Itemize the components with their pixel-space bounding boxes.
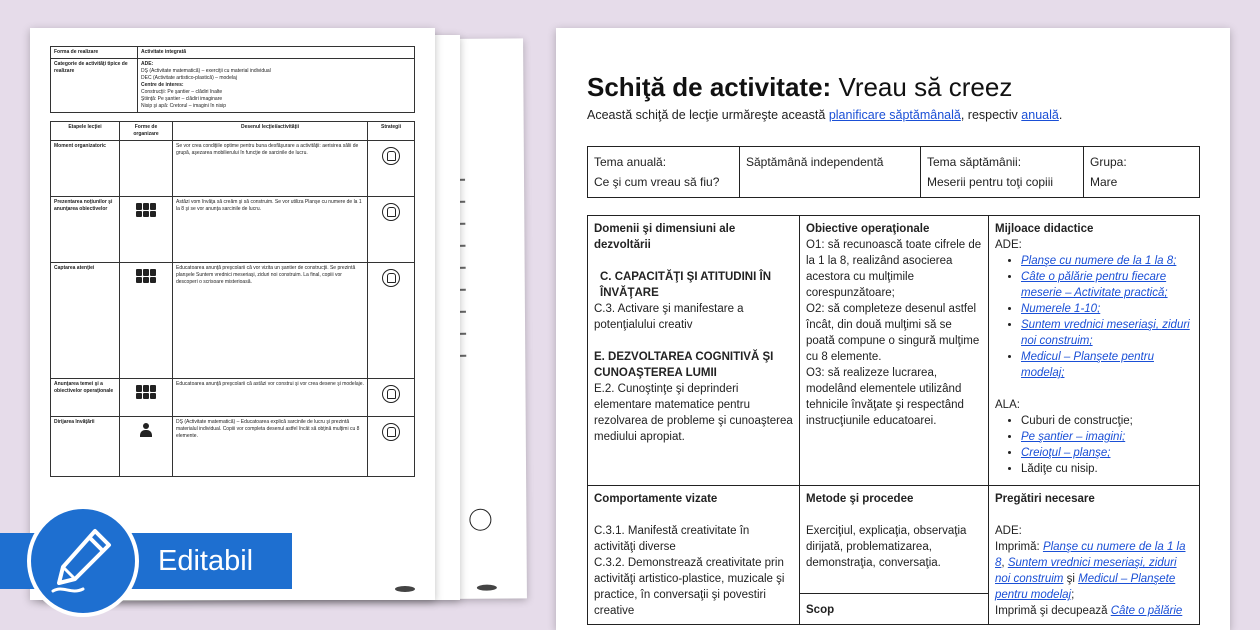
methods-cell [800,486,989,625]
prep-sep: , [1001,557,1005,569]
week-theme-cell [921,147,1084,198]
step-form [120,379,173,417]
annual-theme-label: Tema anuală: [594,155,667,169]
editable-badge-circle [27,505,139,617]
means-ade-link[interactable]: Medicul – Planşete pentru modelaj; [1021,351,1154,379]
footer-logo-icon [395,586,415,592]
annual-theme-cell [588,147,740,198]
back-row-label: Categorie de activităţi tipice de realizare [51,59,138,113]
behavior-b1: C.3.1. Manifestă creativitate în activităţi diverse [594,525,750,553]
group-icon [136,203,156,217]
means-ade-link[interactable]: Câte o pălărie pentru fiecare meserie – Activitate practică; [1021,271,1168,299]
back-line: Nisip şi apă: Cretorul – imagini în nisip [141,103,227,109]
behaviors-heading: Comportamente vizate [594,493,718,505]
group-cell [1084,147,1200,198]
steps-header: Forme de organizare [120,122,173,141]
prep-print-label: Imprimă: [995,541,1040,553]
week-label: Săptămână independentă [746,155,884,169]
objective-o3: O3: să realizeze lucrarea, modelând elementele utilizând tehnicile învăţate şi respectând instrucţiunile educatoarei. [806,367,964,427]
prep-sep: şi [1066,573,1075,585]
step-name: Anunţarea temei şi a obiectivelor operaţionale [51,379,120,417]
means-ade-list [995,253,1193,381]
editable-badge-label: Editabil [158,545,254,577]
group-icon [136,269,156,283]
prep-print-line [995,539,1193,603]
prep-link-suntem[interactable]: Suntem vrednici meseriaşi, ziduri noi construim [995,557,1177,585]
behavior-b2: C.3.2. Demonstrează creativitate prin activităţi artistico-plastice, muzicale şi practice, în conversaţii şi povestiri creative [594,557,785,617]
title-bold: Schiţă de activitate: [587,72,832,102]
step-form [120,263,173,379]
back-line: DEC (Activitate artistico-plastică) – modelaj [141,75,237,81]
strategy-icon [382,147,400,165]
weekly-plan-link[interactable]: planificare săptămânală [828,108,961,122]
step-text: Educatoarea anunţă preşcolarii că vor vizita un şantier de construcţii. Se prezintă planşele Suntem vrednici meseriaşi, ziduri noi construim. La final, copiii vor descoperi o scrisoare misterioasă. [173,263,368,379]
strategy-icon [382,385,400,403]
domain-e-item: E.2. Cunoştinţe şi deprinderi elementare matematice pentru rezolvarea de probleme şi cunoaşterea mediului apropiat. [594,383,793,443]
back-header-cell: Activitate integrată [138,47,415,59]
step-form [120,417,173,477]
means-ala-link[interactable]: Pe şantier – imagini; [1021,431,1126,443]
domain-c-item: C.3. Activare şi manifestare a potenţialului creativ [594,303,744,331]
methods-text: Exerciţiul, explicaţia, observaţia dirijată, problematizarea, demonstraţia, conversaţia. [806,525,967,569]
objective-o1: O1: să recunoască toate cifrele de la 1 la 8, realizând asocierea acestora cu mulţimile corespunzătoare; [806,239,982,299]
prep-cell [989,486,1200,625]
means-ala-label: ALA: [995,399,1020,411]
annual-theme-value: Ce şi cum vreau să fiu? [594,175,720,189]
strategy-icon [382,423,400,441]
step-name: Captarea atenţiei [51,263,120,379]
footer-logo-icon [477,585,497,591]
step-strategy [368,141,415,197]
strategy-icon [382,269,400,287]
back-line: Centre de interes: [141,82,184,88]
behaviors-cell [588,486,800,625]
steps-header: Strategii [368,122,415,141]
means-ade-link[interactable]: Planşe cu numere de la 1 la 8; [1021,255,1177,267]
step-strategy [368,197,415,263]
objective-o2: O2: să completeze desenul astfel încât, din două mulţimi să se poată compune o singură mulţime cu 8 elemente. [806,303,980,363]
means-ala-link[interactable]: Creioţul – planşe; [1021,447,1111,459]
steps-header: Etapele lecţiei [51,122,120,141]
subtitle-text: Această schiţă de lecţie urmăreşte această [587,108,826,122]
step-text: Se vor crea condiţiile optime pentru buna desfăşurare a activităţii: aerisirea sălii de grupă, aşezarea mobilierului în funcţie de sarcinile de lucru. [173,141,368,197]
domains-heading: Domenii şi dimensiuni ale dezvoltării [594,223,736,251]
back-header-cell: Forma de realizare [51,47,138,59]
group-label: Grupa: [1090,155,1127,169]
means-ala-list [995,413,1193,477]
step-strategy [368,417,415,477]
prep-cut-label: Imprimă şi decupează [995,605,1108,617]
step-name: Prezentarea noţiunilor şi anunţarea obiectivelor [51,197,120,263]
back-line: Construcţii: Pe şantier – clădiri înalte [141,89,223,95]
week-cell [740,147,921,198]
main-document-page [556,28,1230,630]
week-theme-value: Meserii pentru toţi copiii [927,175,1054,189]
domain-c-title: C. CAPACITĂŢI ŞI ATITUDINI ÎN ÎNVĂŢARE [600,271,772,299]
group-value: Mare [1090,175,1118,189]
means-cell [989,216,1200,486]
prep-heading: Pregătiri necesare [995,493,1095,505]
pencil-icon [49,525,117,597]
prep-sep: ; [1071,589,1075,601]
header-table [587,146,1200,198]
step-strategy [368,263,415,379]
subtitle-text: . [1058,108,1063,122]
title-rest: Vreau să creez [838,72,1013,102]
prep-cut-line [995,603,1193,619]
domain-e-title: E. DEZVOLTAREA COGNITIVĂ ŞI CUNOAŞTEREA LUMII [594,351,774,379]
prep-link-palarie[interactable]: Câte o pălărie [1110,605,1183,617]
back-steps-table [50,121,415,477]
domains-cell [588,216,800,486]
means-ala-item: • Cuburi de construcţie; [1021,413,1193,429]
person-icon [139,423,153,437]
document-subtitle [587,108,1062,122]
lock-icon [382,203,400,221]
step-form [120,197,173,263]
step-form [120,141,173,197]
step-text: Astăzi vom învăţa să creăm şi să construim. Se vor utiliza Planşe cu numere de la 1 la 8 şi se vor anunţa sarcinile de lucru. [173,197,368,263]
objectives-heading: Obiective operaţionale [806,223,930,235]
means-ala-item: • Lădiţe cu nisip. [1021,461,1193,477]
prep-link-medicul[interactable]: Medicul – Planşete pentru modelaj [995,573,1176,601]
means-ade-link[interactable]: Suntem vrednici meseriaşi, ziduri noi construim; [1021,319,1190,347]
subtitle-text: , respectiv [960,108,1018,122]
step-name: Moment organizatoric [51,141,120,197]
group-icon [136,385,156,399]
annual-plan-link[interactable]: anuală [1021,108,1059,122]
back-line: Ştiinţă: Pe şantier – clădiri imaginare [141,96,223,102]
means-heading: Mijloace didactice [995,223,1094,235]
details-table [587,215,1200,625]
step-text: DŞ (Activitate matematică) – Educatoarea explică sarcinile de lucru şi prezintă materialul individual. Copiii vor completa desenul astfel încât să obţină mulţimi cu 8 elemente. [173,417,368,477]
means-ade-link[interactable]: Numerele 1-10; [1021,303,1101,315]
prep-link-planse[interactable]: Planşe cu numere de la 1 la 8 [995,541,1186,569]
objectives-cell [800,216,989,486]
strategy-circle-icon [469,509,491,531]
step-name: Dirijarea învăţării [51,417,120,477]
means-ade-label: ADE: [995,239,1022,251]
back-top-table [50,46,415,113]
step-text: Educatoarea anunţă preşcolarii că astăzi vor construi şi vor crea desene şi modelaje. [173,379,368,417]
methods-heading: Metode şi procedee [806,493,914,505]
scop-label: Scop [800,593,988,618]
back-line: DŞ (Activitate matematică) – exerciţii cu material individual [141,68,271,74]
back-line: ADE: [141,61,154,67]
back-row-content [138,59,415,113]
prep-ade-label: ADE: [995,525,1022,537]
step-strategy [368,379,415,417]
steps-header: Desenul lecţiei/activităţii [173,122,368,141]
document-title [587,72,1012,103]
week-theme-label: Tema săptămânii: [927,155,1022,169]
